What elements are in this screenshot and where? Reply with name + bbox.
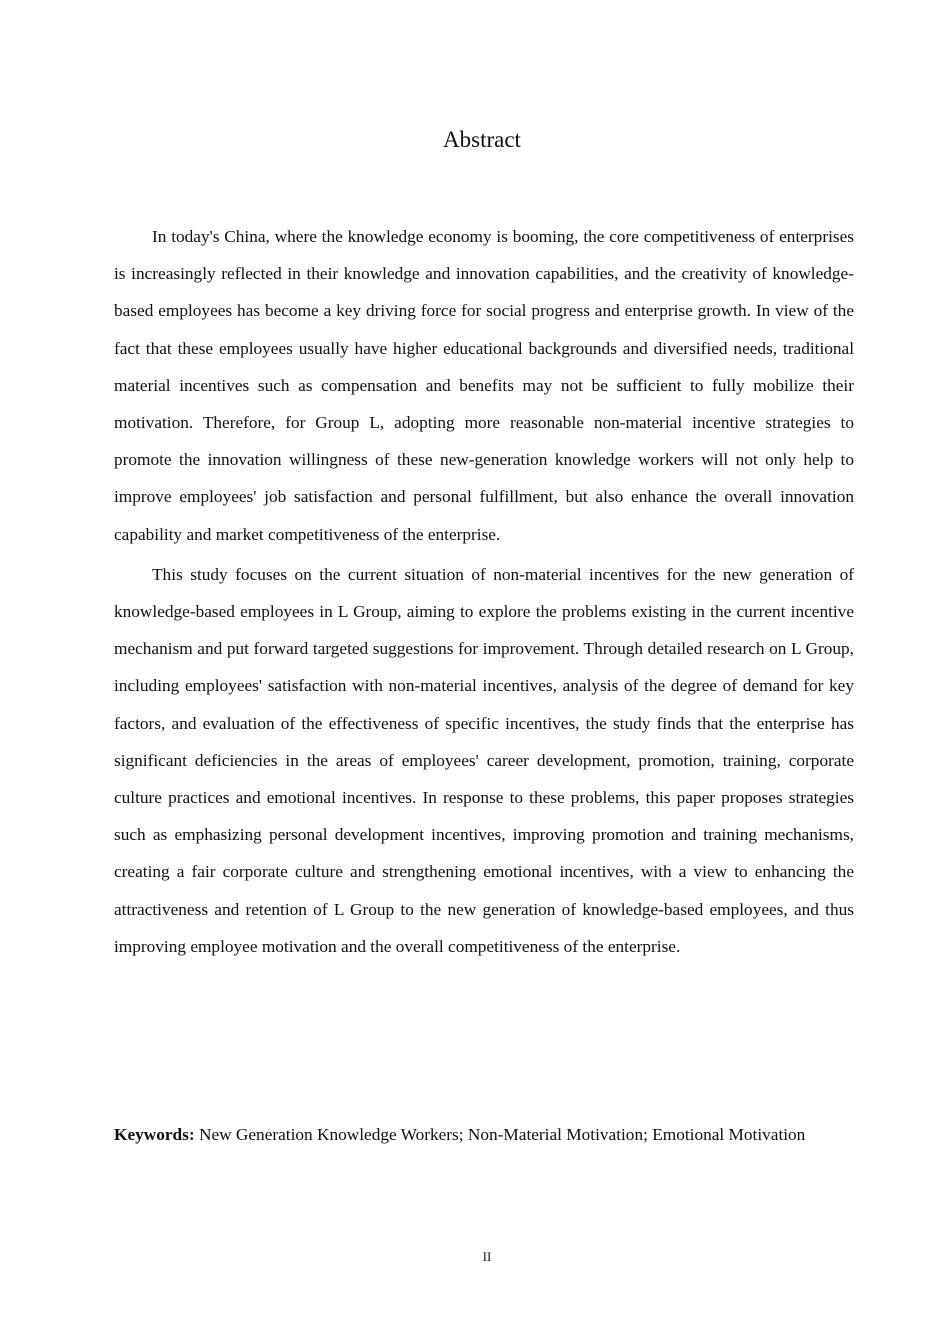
page-number: II — [482, 1249, 492, 1264]
abstract-title: Abstract — [443, 127, 521, 152]
abstract-paragraph-2: This study focuses on the current situation of non-material incentives for the new generation of knowledge-based employees in L Group, aiming to explore the problems existing in the current incentive mechanism and put forward targeted suggestions for improvement. Through detailed research on L Group, including employees' satisfaction with non-material incentives, analysis of the degree of demand for key factors, and evaluation of the effectiveness of specific incentives, the study finds that the enterprise has significant deficiencies in the areas of employees' career development, promotion, training, corporate culture practices and emotional incentives. In response to these problems, this paper proposes strategies such as emphasizing personal development incentives, improving promotion and training mechanisms, creating a fair corporate culture and strengthening emotional incentives, with a view to enhancing the attractiveness and retention of L Group to the new generation of knowledge-based employees, and thus improving employee motivation and the overall competitiveness of the enterprise. — [114, 564, 854, 956]
abstract-paragraph-1: In today's China, where the knowledge economy is booming, the core competitiveness of enterprises is increasingly reflected in their knowledge and innovation capabilities, and the creativity of knowledge-based employees has become a key driving force for social progress and enterprise growth. In view of the fact that these employees usually have higher educational backgrounds and diversified needs, traditional material incentives such as compensation and benefits may not be sufficient to fully mobilize their motivation. Therefore, for Group L, adopting more reasonable non-material incentive strategies to promote the innovation willingness of these new-generation knowledge workers will not only help to improve employees' job satisfaction and personal fulfillment, but also enhance the overall innovation capability and market competitiveness of the enterprise. — [114, 227, 854, 544]
keywords-label: Keywords: — [114, 1125, 195, 1144]
abstract-body — [114, 218, 854, 968]
keywords-line — [114, 1118, 854, 1152]
keywords-text: New Generation Knowledge Workers; Non-Material Motivation; Emotional Motivation — [194, 1125, 806, 1144]
